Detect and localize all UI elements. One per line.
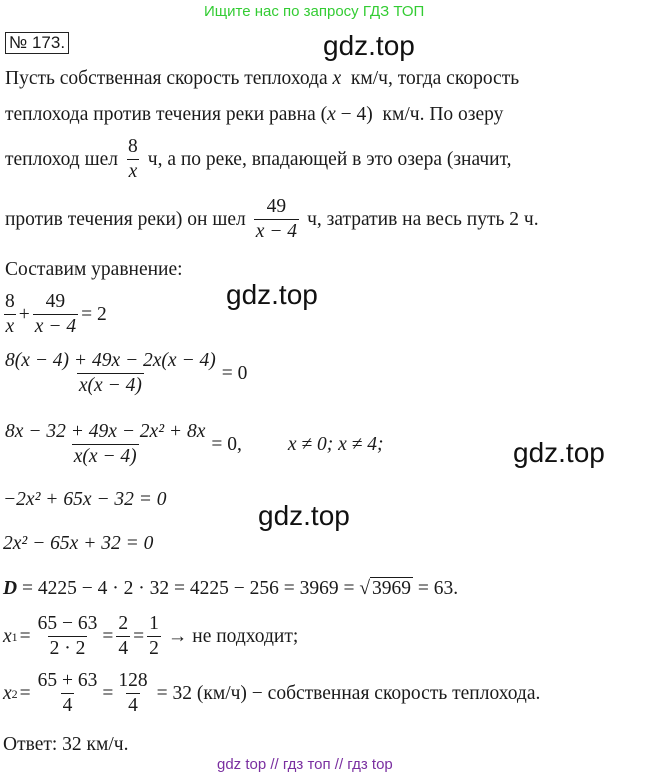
equation-3: $\frac{\text{8x − 32 + 49x − 2x² + 8x}}{x(x - 4)}$ = 0, x ≠ 0; x ≠ 4; <box>5 421 384 467</box>
text-line-1: Пусть собственная скорость теплохода x км/ч, тогда скорость <box>5 68 520 89</box>
watermark: gdz.top <box>513 437 605 468</box>
watermark: gdz.top <box>258 500 350 531</box>
discriminant-line: D = 4225 − 4 · 2 · 32 = 4225 − 256 = 3969 = √ 3969 = 63. <box>3 578 459 599</box>
equation-1: $\frac{8}{x}$ + $\frac{49}{x - 4}$ = 2 <box>5 291 107 337</box>
equation-5: 2x² − 65x + 32 = 0 <box>3 533 154 554</box>
equation-4: −2x² + 65x − 32 = 0 <box>3 489 167 510</box>
text-line-4: против течения реки) он шел $\frac{49}{x - 4}$ ч, затратив на весь путь 2 ч. <box>5 196 539 242</box>
compose-label: Составим уравнение: <box>5 259 183 280</box>
problem-number: № 173. <box>5 32 69 54</box>
root-x2: x 2 = $\frac{65 + 63}{4}$ = $\frac{128}{4}$ = 32 (км/ч) − собственная скорость теплохода. <box>3 670 541 716</box>
root-x1: x 1 = $\frac{65 - 63}{2 \cdot 2}$ = $\frac{2}{4}$ = $\frac{1}{2}$ → не подходит; <box>3 613 299 659</box>
equation-2: $\frac{8(x - 4) + 49x - 2x(x - 4)}{x(x - 4)}$ = 0 <box>5 350 248 396</box>
banner-text: Ищите нас по запросу ГДЗ ТОП <box>204 3 425 20</box>
watermark: gdz.top <box>323 30 415 61</box>
watermark: gdz.top <box>226 279 318 310</box>
footer-text: gdz top // гдз топ // гдз top <box>217 756 393 773</box>
answer: Ответ: 32 км/ч. <box>3 734 129 755</box>
text-line-3: теплоход шел $\frac{8}{x}$ ч, а по реке, впадающей в это озера (значит, <box>5 136 512 182</box>
text-line-2: теплохода против течения реки равна (x − 4) км/ч. По озеру <box>5 104 504 125</box>
